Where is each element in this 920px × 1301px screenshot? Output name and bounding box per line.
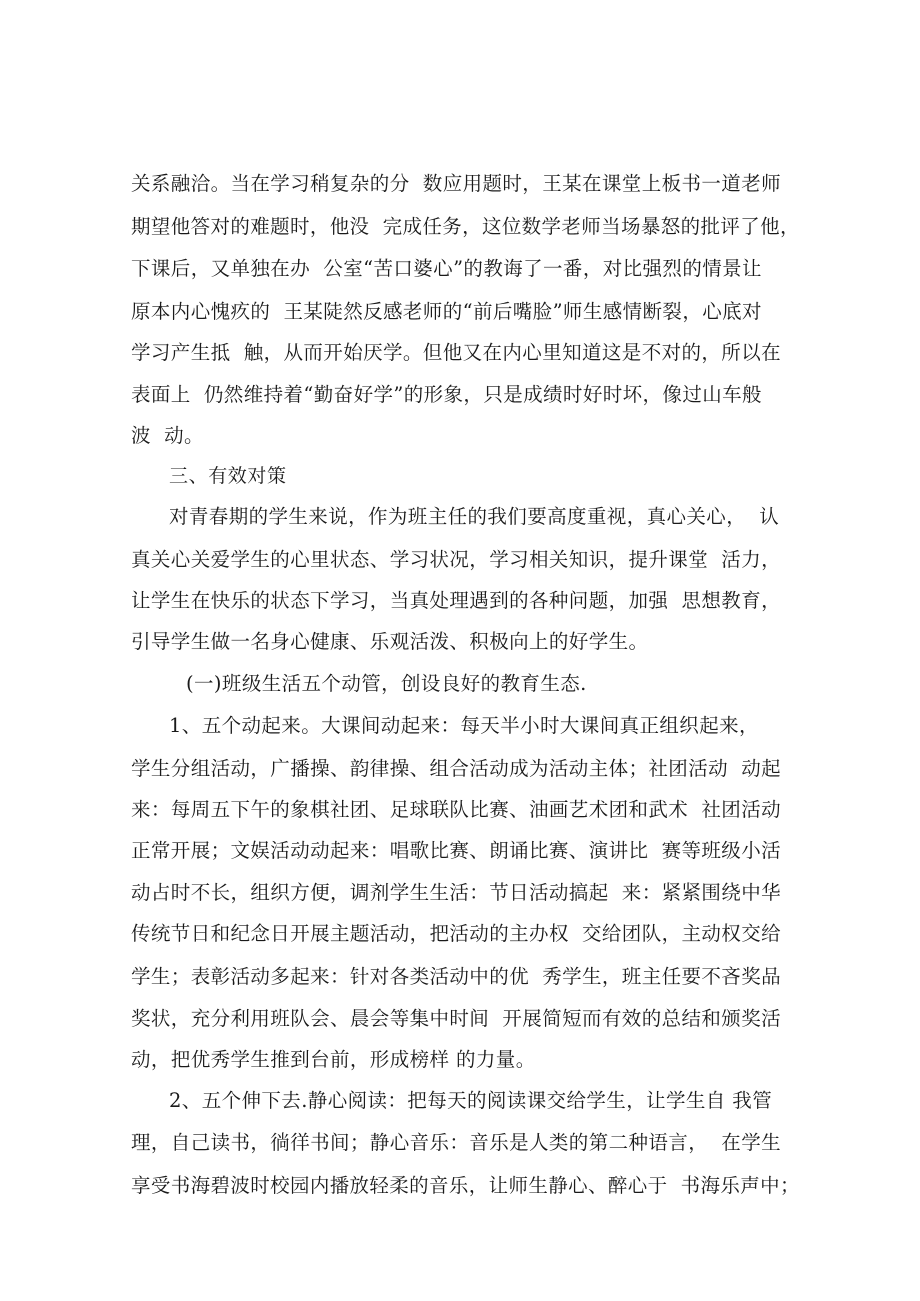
text-line: 原本内心愧疚的 王某陡然反感老师的“前后嘴脸”师生感情断裂，心底对 [131, 300, 762, 323]
text-line: 传统节日和纪念日开展主题活动，把活动的主办权 交给团队，主动权交给 [131, 922, 781, 945]
text-line: 学生；表彰活动多起来：针对各类活动中的优 秀学生，班主任要不吝奖品 [131, 965, 781, 988]
text-line: 引导学生做一名身心健康、乐观活泼、积极向上的好学生。 [131, 630, 649, 653]
text-line: 学习产生抵 触，从而开始厌学。但他又在内心里知道这是不对的，所以在 [131, 341, 781, 364]
text-line: 动，把优秀学生推到台前，形成榜样 的力量。 [131, 1048, 536, 1071]
text-line: 奖状，充分利用班队会、晨会等集中时间 开展简短而有效的总结和颁奖活 [131, 1007, 781, 1030]
text-line: 关系融洽。当在学习稍复杂的分 数应用题时，王某在课堂上板书一道老师 [131, 172, 781, 195]
paragraph-first-line: 对青春期的学生来说，作为班主任的我们要高度重视，真心关心， 认 [169, 505, 780, 528]
text-line: 学生分组活动，广播操、韵律操、组合活动成为活动主体；社团活动 动起 [131, 757, 781, 780]
text-line: 让学生在快乐的状态下学习，当真处理遇到的各种问题，加强 思想教育， [131, 589, 781, 612]
subsection-heading: (一)班级生活五个动管，创设良好的教育生态. [186, 672, 587, 695]
paragraph-first-line: 2、五个伸下去.静心阅读：把每天的阅读课交给学生，让学生自 我管 [169, 1089, 773, 1112]
text-line: 动占时不长，组织方便，调剂学生生活：节日活动搞起 来：紧紧围绕中华 [131, 881, 781, 904]
text-line: 理，自己读书，徜徉书间；静心音乐：音乐是人类的第二种语言， 在学生 [131, 1131, 781, 1154]
text-line: 表面上 仍然维持着“勤奋好学”的形象，只是成绩时好时坏，像过山车般 [131, 383, 762, 406]
text-line: 下课后，又单独在办 公室“苦口婆心”的教诲了一番，对比强烈的情景让 [131, 257, 762, 280]
text-line: 享受书海碧波时校园内播放轻柔的音乐，让师生静心、醉心于 书海乐声中； [131, 1174, 800, 1197]
text-line: 来：每周五下午的象棋社团、足球联队比赛、油画艺术团和武术 社团活动 [131, 798, 781, 821]
text-line: 正常开展；文娱活动动起来：唱歌比赛、朗诵比赛、演讲比 赛等班级小活 [131, 839, 781, 862]
text-line: 真关心关爱学生的心里状态、学习状况，学习相关知识，提升课堂 活力， [131, 548, 781, 571]
section-heading: 三、有效对策 [169, 465, 287, 487]
text-line: 期望他答对的难题时，他没 完成任务，这位数学老师当场暴怒的批评了他， [131, 215, 800, 238]
paragraph-first-line: 1、五个动起来。大课间动起来：每天半小时大课间真正组织起来， [169, 714, 759, 737]
text-line: 波 动。 [131, 424, 204, 447]
